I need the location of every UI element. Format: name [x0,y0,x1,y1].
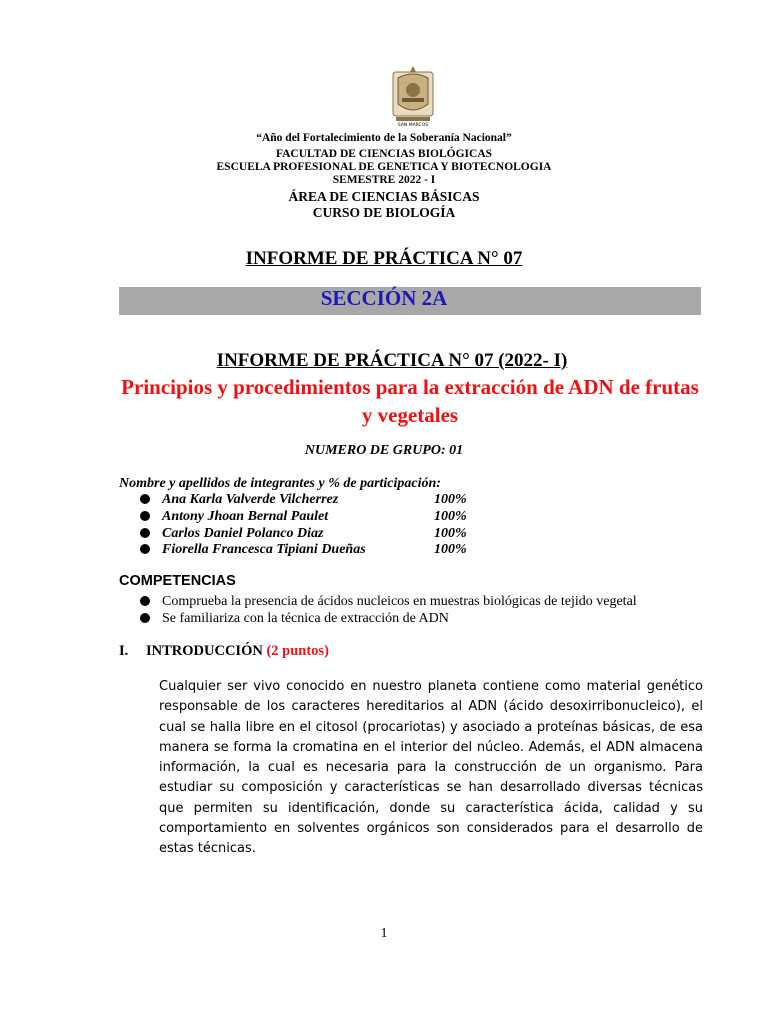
area-name: ÁREA DE CIENCIAS BÁSICAS [288,189,480,204]
introduction-heading [119,643,329,660]
competencia-item [140,594,637,610]
faculty-name: FACULTAD DE CIENCIAS BIOLÓGICAS [275,148,493,160]
course-name: CURSO DE BIOLOGÍA [312,205,456,220]
introduction-title: INTRODUCCIÓN [146,643,263,659]
member-name: Ana Karla Valverde Vilcherrez [162,492,339,507]
university-seal-logo [390,64,436,128]
year-motto: “Año del Fortalecimiento de la Soberanía Nacional” [256,132,512,144]
bullet-icon [140,596,150,606]
competencia-item [140,611,449,627]
introduction-paragraph: Cualquier ser vivo conocido en nuestro planeta contiene como material genético responsable de los caracteres hereditarios al ADN (ácido desoxirribonucleico), el cual se halla libre en el citosol (procariotas) y asociado a proteínas básicas, de esa manera se forma la cromatina en el interior del núcleo. Además, el ADN almacena información, la cual es necesaria para la construcción de un organismo. Para estudiar su composición y características se han desarrollado diversas técnicas que permiten su identificación, donde su característica ácida, calidad y su comportamiento en solventes orgánicos son considerados para el desarrollo de estas técnicas. [159,679,703,857]
competencia-text: Se familiariza con la técnica de extracción de ADN [162,611,449,626]
member-item [140,526,467,542]
member-name: Carlos Daniel Polanco Diaz [162,526,324,541]
member-participation: 100% [434,492,467,507]
competencias-heading: COMPETENCIAS [119,573,236,589]
report-title: INFORME DE PRÁCTICA N° 07 [245,248,523,269]
members-heading: Nombre y apellidos de integrantes y % de participación: [119,476,441,491]
school-name: ESCUELA PROFESIONAL DE GENETICA Y BIOTECNOLOGIA [216,161,552,173]
semester: SEMESTRE 2022 - I [332,174,436,186]
section-label: SECCIÓN 2A [320,286,448,310]
introduction-points: (2 puntos) [266,643,329,659]
section-number: I. [119,643,129,659]
main-title: Principios y procedimientos para la extracción de ADN de frutas y vegetales [121,375,699,427]
bullet-icon [140,528,150,538]
member-name: Antony Jhoan Bernal Paulet [162,509,329,524]
group-number: NUMERO DE GRUPO: 01 [304,443,464,458]
member-participation: 100% [434,542,467,557]
member-item [140,542,467,558]
bullet-icon [140,544,150,554]
bullet-icon [140,494,150,504]
member-participation: 100% [434,509,467,524]
bullet-icon [140,511,150,521]
member-participation: 100% [434,526,467,541]
member-name: Fiorella Francesca Tipiani Dueñas [162,542,366,557]
member-item [140,509,467,525]
svg-text:SAN MARCOS: SAN MARCOS [397,123,429,128]
member-item [140,492,467,508]
competencia-text: Comprueba la presencia de ácidos nucleicos en muestras biológicas de tejido vegetal [162,594,637,609]
bullet-icon [140,613,150,623]
page-number: 1 [380,926,388,941]
report-subtitle: INFORME DE PRÁCTICA N° 07 (2022- I) [216,350,568,371]
